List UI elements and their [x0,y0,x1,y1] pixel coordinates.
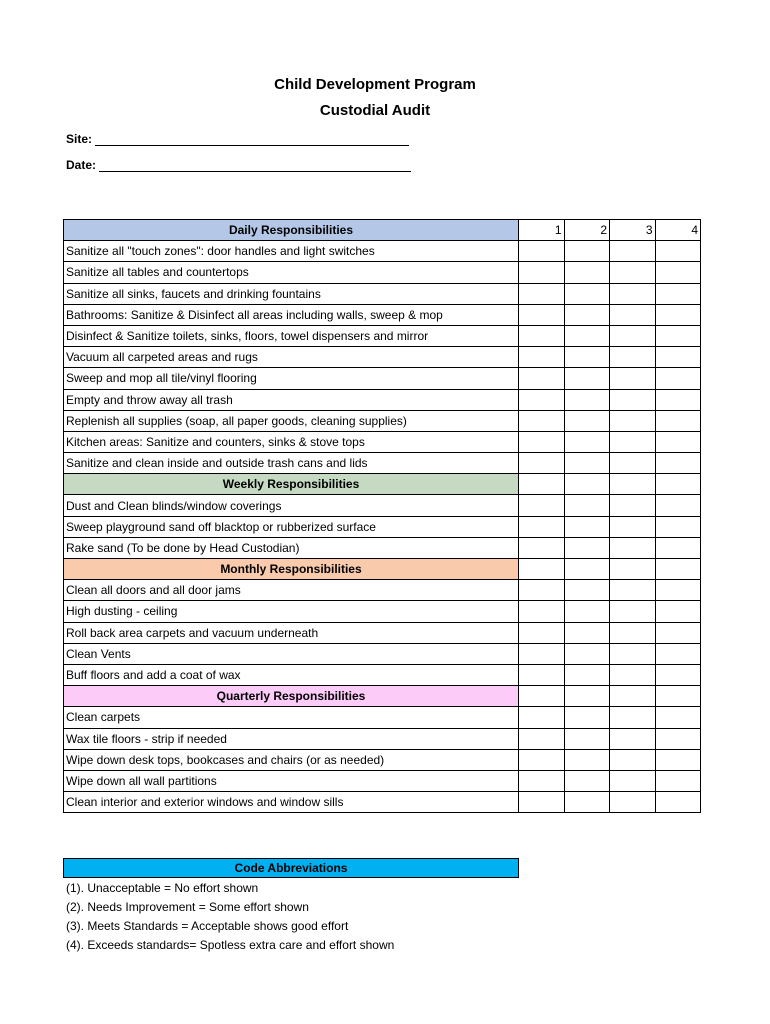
site-field[interactable] [66,132,409,146]
rating-cell[interactable] [564,453,610,474]
rating-cell[interactable] [610,283,656,304]
rating-cell[interactable] [564,241,610,262]
rating-cell[interactable] [655,707,701,728]
task-label: Wipe down desk tops, bookcases and chairs (or as needed) [64,749,519,770]
code-abbreviations-header: Code Abbreviations [63,858,519,878]
rating-cell[interactable] [610,262,656,283]
rating-cell[interactable] [610,792,656,813]
rating-cell[interactable] [655,792,701,813]
task-row [64,325,701,346]
section-header-row [64,559,701,580]
task-label: Sweep playground sand off blacktop or rubberized surface [64,516,519,537]
rating-cell[interactable] [564,770,610,791]
task-row [64,580,701,601]
rating-cell[interactable] [519,537,565,558]
rating-cell[interactable] [564,283,610,304]
rating-cell[interactable] [610,580,656,601]
rating-cell[interactable] [519,368,565,389]
rating-cell[interactable] [519,707,565,728]
task-row [64,495,701,516]
rating-cell[interactable] [610,559,656,580]
rating-cell[interactable] [655,728,701,749]
task-label: Clean Vents [64,643,519,664]
date-label: Date: [66,158,97,172]
task-row [64,537,701,558]
task-row [64,643,701,664]
rating-cell[interactable] [519,262,565,283]
site-label: Site: [66,132,93,146]
section-header-row [64,220,701,241]
rating-cell[interactable] [610,728,656,749]
rating-cell[interactable] [655,770,701,791]
rating-cell[interactable] [519,325,565,346]
task-label: Sanitize and clean inside and outside trash cans and lids [64,453,519,474]
rating-cell[interactable] [610,495,656,516]
rating-cell[interactable] [564,728,610,749]
task-label: Clean carpets [64,707,519,728]
rating-cell[interactable] [655,453,701,474]
section-header-row [64,686,701,707]
task-label: Sweep and mop all tile/vinyl flooring [64,368,519,389]
rating-cell[interactable] [519,516,565,537]
rating-cell[interactable] [655,410,701,431]
rating-cell[interactable] [610,686,656,707]
rating-cell[interactable] [610,601,656,622]
rating-cell[interactable] [655,304,701,325]
section-header: Quarterly Responsibilities [64,686,519,707]
rating-cell[interactable] [610,368,656,389]
task-label: Replenish all supplies (soap, all paper goods, cleaning supplies) [64,410,519,431]
rating-cell[interactable] [519,304,565,325]
rating-cell[interactable] [610,707,656,728]
task-label: Dust and Clean blinds/window coverings [64,495,519,516]
task-row [64,262,701,283]
rating-cell[interactable] [655,495,701,516]
site-input-line[interactable] [95,133,409,146]
rating-cell[interactable] [564,368,610,389]
column-header: 4 [655,220,701,241]
date-input-line[interactable] [99,159,411,172]
task-label: Buff floors and add a coat of wax [64,664,519,685]
rating-cell[interactable] [610,537,656,558]
task-row [64,389,701,410]
rating-cell[interactable] [519,643,565,664]
task-label: Empty and throw away all trash [64,389,519,410]
column-header: 2 [564,220,610,241]
column-header: 3 [610,220,656,241]
task-label: Clean interior and exterior windows and window sills [64,792,519,813]
task-row [64,304,701,325]
rating-cell[interactable] [564,474,610,495]
code-abbreviation-item: (2). Needs Improvement = Some effort shown [66,900,309,914]
rating-cell[interactable] [655,283,701,304]
rating-cell[interactable] [564,601,610,622]
rating-cell[interactable] [564,749,610,770]
rating-cell[interactable] [564,325,610,346]
task-label: Rake sand (To be done by Head Custodian) [64,537,519,558]
rating-cell[interactable] [610,516,656,537]
section-header-row [64,474,701,495]
rating-cell[interactable] [610,622,656,643]
rating-cell[interactable] [610,347,656,368]
rating-cell[interactable] [655,749,701,770]
title-line-1: Child Development Program [274,76,476,93]
rating-cell[interactable] [655,664,701,685]
task-label: Sanitize all sinks, faucets and drinking fountains [64,283,519,304]
task-label: Wax tile floors - strip if needed [64,728,519,749]
task-row [64,792,701,813]
rating-cell[interactable] [564,431,610,452]
rating-cell[interactable] [655,686,701,707]
rating-cell[interactable] [519,686,565,707]
rating-cell[interactable] [519,431,565,452]
task-row [64,347,701,368]
task-row [64,749,701,770]
rating-cell[interactable] [610,643,656,664]
rating-cell[interactable] [610,304,656,325]
rating-cell[interactable] [610,325,656,346]
rating-cell[interactable] [655,559,701,580]
rating-cell[interactable] [655,643,701,664]
rating-cell[interactable] [519,664,565,685]
rating-cell[interactable] [564,389,610,410]
section-header: Monthly Responsibilities [64,559,519,580]
task-label: Vacuum all carpeted areas and rugs [64,347,519,368]
task-row [64,770,701,791]
task-row [64,664,701,685]
task-row [64,453,701,474]
rating-cell[interactable] [519,728,565,749]
rating-cell[interactable] [610,410,656,431]
task-row [64,241,701,262]
column-header: 1 [519,220,565,241]
task-label: Sanitize all tables and countertops [64,262,519,283]
rating-cell[interactable] [519,495,565,516]
rating-cell[interactable] [519,559,565,580]
rating-cell[interactable] [519,283,565,304]
task-row [64,410,701,431]
rating-cell[interactable] [564,686,610,707]
code-abbreviation-item: (1). Unacceptable = No effort shown [66,881,259,895]
rating-cell[interactable] [519,622,565,643]
rating-cell[interactable] [519,601,565,622]
task-label: Kitchen areas: Sanitize and counters, sinks & stove tops [64,431,519,452]
rating-cell[interactable] [519,770,565,791]
rating-cell[interactable] [564,262,610,283]
rating-cell[interactable] [655,241,701,262]
rating-cell[interactable] [519,389,565,410]
task-row [64,622,701,643]
rating-cell[interactable] [519,410,565,431]
rating-cell[interactable] [564,792,610,813]
title-line-2: Custodial Audit [319,102,431,119]
task-label: High dusting - ceiling [64,601,519,622]
task-row [64,516,701,537]
rating-cell[interactable] [610,431,656,452]
rating-cell[interactable] [519,749,565,770]
rating-cell[interactable] [564,622,610,643]
rating-cell[interactable] [655,262,701,283]
task-label: Bathrooms: Sanitize & Disinfect all areas including walls, sweep & mop [64,304,519,325]
rating-cell[interactable] [655,474,701,495]
rating-cell[interactable] [655,622,701,643]
rating-cell[interactable] [655,431,701,452]
rating-cell[interactable] [655,601,701,622]
rating-cell[interactable] [519,241,565,262]
rating-cell[interactable] [655,516,701,537]
audit-table [63,219,701,813]
rating-cell[interactable] [610,474,656,495]
rating-cell[interactable] [610,453,656,474]
rating-cell[interactable] [564,347,610,368]
task-row [64,368,701,389]
rating-cell[interactable] [564,664,610,685]
rating-cell[interactable] [519,580,565,601]
rating-cell[interactable] [610,749,656,770]
date-field[interactable] [66,158,411,172]
rating-cell[interactable] [610,241,656,262]
task-row [64,283,701,304]
rating-cell[interactable] [610,389,656,410]
task-row [64,601,701,622]
rating-cell[interactable] [564,410,610,431]
rating-cell[interactable] [655,347,701,368]
rating-cell[interactable] [655,537,701,558]
section-header: Daily Responsibilities [64,220,519,241]
rating-cell[interactable] [655,580,701,601]
rating-cell[interactable] [610,770,656,791]
rating-cell[interactable] [564,643,610,664]
rating-cell[interactable] [610,664,656,685]
task-label: Wipe down all wall partitions [64,770,519,791]
task-label: Sanitize all "touch zones": door handles and light switches [64,241,519,262]
rating-cell[interactable] [564,304,610,325]
rating-cell[interactable] [519,347,565,368]
code-abbreviation-item: (3). Meets Standards = Acceptable shows good effort [66,919,349,933]
task-label: Roll back area carpets and vacuum underneath [64,622,519,643]
rating-cell[interactable] [519,474,565,495]
rating-cell[interactable] [564,516,610,537]
rating-cell[interactable] [519,453,565,474]
rating-cell[interactable] [564,707,610,728]
section-header: Weekly Responsibilities [64,474,519,495]
rating-cell[interactable] [519,792,565,813]
task-row [64,728,701,749]
rating-cell[interactable] [564,559,610,580]
code-abbreviation-item: (4). Exceeds standards= Spotless extra care and effort shown [66,938,395,952]
rating-cell[interactable] [564,580,610,601]
task-row [64,707,701,728]
rating-cell[interactable] [655,389,701,410]
task-label: Clean all doors and all door jams [64,580,519,601]
task-row [64,431,701,452]
rating-cell[interactable] [655,325,701,346]
rating-cell[interactable] [564,537,610,558]
task-label: Disinfect & Sanitize toilets, sinks, floors, towel dispensers and mirror [64,325,519,346]
rating-cell[interactable] [655,368,701,389]
rating-cell[interactable] [564,495,610,516]
